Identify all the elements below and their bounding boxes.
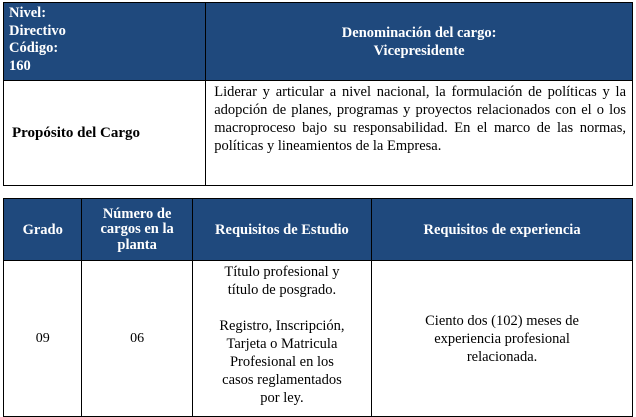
proposito-line: relacionados con el o los macroproceso bajo su <box>214 102 627 136</box>
codigo-label: Código: <box>9 40 59 56</box>
experiencia-line: Ciento dos (102) meses de <box>425 312 579 329</box>
estudio-line: por ley. <box>260 390 304 406</box>
denominacion-label: Denominación del cargo: <box>341 25 497 41</box>
denominacion-cell <box>206 3 633 81</box>
experiencia-cell <box>372 261 633 417</box>
header-estudio: Requisitos de Estudio <box>192 199 371 261</box>
header-numero-line: planta <box>117 236 157 253</box>
estudio-cell <box>192 261 371 417</box>
header-numero-line: cargos en la <box>100 221 174 238</box>
estudio-line: Profesional en los <box>229 354 334 370</box>
requisitos-table <box>3 198 633 417</box>
nivel-value: Directivo <box>9 22 66 39</box>
proposito-line: Liderar y articular a nivel nacional, la formulación de <box>214 84 542 100</box>
header-experiencia: Requisitos de experiencia <box>372 199 633 261</box>
codigo-value: 160 <box>9 57 31 74</box>
proposito-text <box>206 81 633 186</box>
header-numero-cargos <box>82 199 192 261</box>
numero-value: 06 <box>82 261 192 417</box>
header-numero-line: Número de <box>102 205 172 222</box>
proposito-line: lineamientos de la Empresa. <box>277 138 442 154</box>
proposito-label: Propósito del Cargo <box>4 81 206 186</box>
denominacion-value: Vicepresidente <box>373 42 465 59</box>
proposito-line: políticas y la adopción de planes, programas y proyectos <box>214 84 627 118</box>
nivel-label: Nivel: <box>9 5 47 21</box>
estudio-line: Tarjeta o Matricula <box>226 336 338 352</box>
estudio-line: título de posgrado. <box>227 282 337 298</box>
estudio-line: Título profesional y <box>224 264 340 280</box>
grado-value: 09 <box>4 261 82 417</box>
experiencia-line: relacionada. <box>466 348 538 365</box>
proposito-line: responsabilidad. En el marco de las normas, políticas y <box>214 120 626 154</box>
estudio-line: casos reglamentados <box>222 372 342 388</box>
cargo-table <box>3 2 633 186</box>
experiencia-line: experiencia profesional <box>434 330 570 347</box>
header-grado: Grado <box>4 199 82 261</box>
estudio-line: Registro, Inscripción, <box>219 318 345 334</box>
nivel-codigo-cell <box>4 3 206 81</box>
spacer <box>197 299 367 317</box>
